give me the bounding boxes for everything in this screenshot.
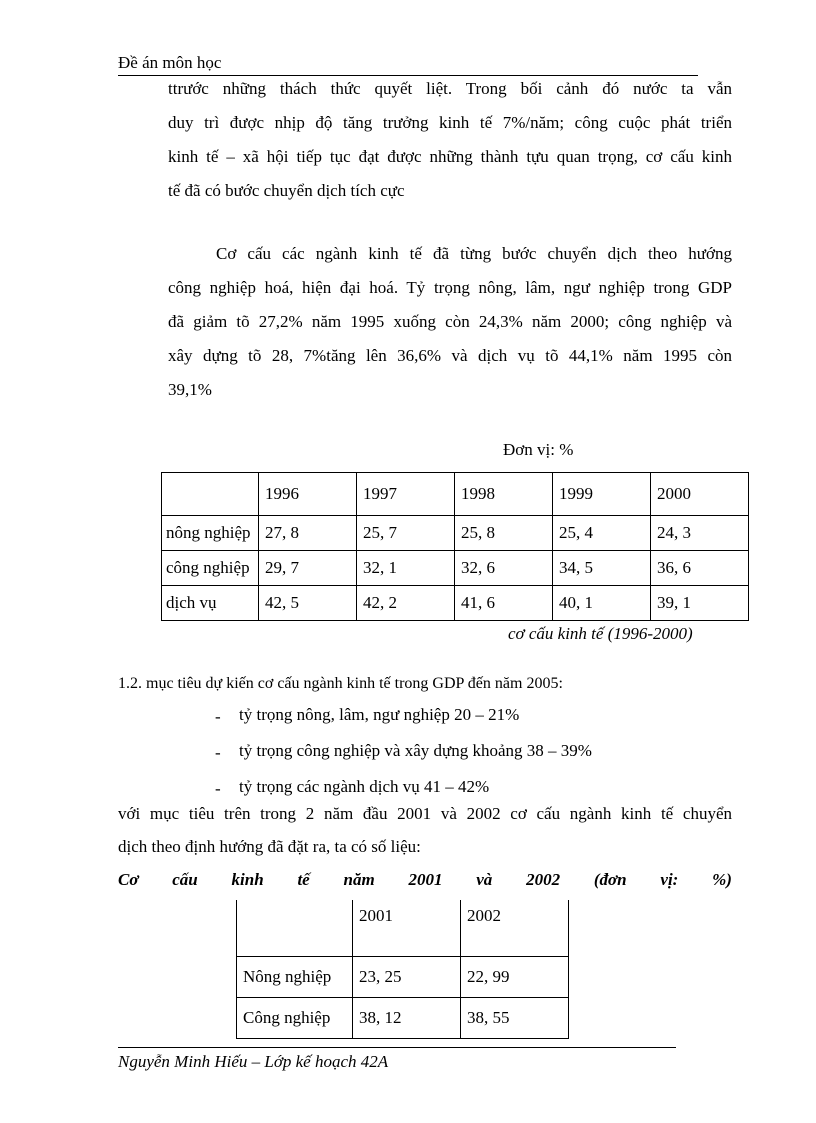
table-row bbox=[162, 551, 749, 586]
paragraph-line: Cơ cấu các ngành kinh tế đã từng bước chuyển dịch theo hướng bbox=[216, 244, 732, 263]
paragraph-line: xây dựng tõ 28, 7%tăng lên 36,6% và dịch vụ tõ 44,1% năm 1995 còn bbox=[168, 346, 732, 365]
table-cell bbox=[162, 473, 259, 516]
paragraph-line: duy trì được nhịp độ tăng trưởng kinh tế 7%/năm; công cuộc phát triển bbox=[168, 113, 732, 132]
dash-bullet: - bbox=[215, 743, 221, 762]
paragraph-line: 39,1% bbox=[168, 380, 212, 399]
table-header-cell: 2002 bbox=[461, 900, 569, 957]
table-cell: 38, 12 bbox=[353, 998, 461, 1039]
table2-heading bbox=[118, 870, 732, 890]
footer-divider bbox=[118, 1047, 676, 1048]
table-caption: cơ cấu kinh tế (1996-2000) bbox=[508, 624, 693, 643]
table-row-label: công nghiệp bbox=[162, 551, 259, 586]
paragraph-line: với mục tiêu trên trong 2 năm đầu 2001 và 2002 cơ cấu ngành kinh tế chuyển bbox=[118, 804, 732, 823]
table-cell: 38, 55 bbox=[461, 998, 569, 1039]
table-cell: 22, 99 bbox=[461, 957, 569, 998]
unit-label: Đơn vị: % bbox=[503, 440, 574, 459]
heading-word: kinh bbox=[231, 870, 264, 889]
table-cell: 42, 2 bbox=[357, 586, 455, 621]
table-cell: 25, 4 bbox=[553, 516, 651, 551]
heading-word: cấu bbox=[172, 870, 198, 889]
page-header-title: Đề án môn học bbox=[118, 53, 222, 72]
table-cell: 29, 7 bbox=[259, 551, 357, 586]
heading-word: vị: bbox=[660, 870, 679, 889]
table-cell: 42, 5 bbox=[259, 586, 357, 621]
data-intro-paragraph bbox=[118, 797, 732, 863]
table-row bbox=[237, 998, 569, 1039]
table-cell: 36, 6 bbox=[651, 551, 749, 586]
heading-word: và bbox=[476, 870, 493, 889]
table-cell: 25, 8 bbox=[455, 516, 553, 551]
table-header-cell: 2000 bbox=[651, 473, 749, 516]
table-header-row bbox=[162, 473, 749, 516]
heading-word: Cơ bbox=[118, 870, 139, 889]
table-cell: 23, 25 bbox=[353, 957, 461, 998]
list-item-text: tỷ trọng các ngành dịch vụ 41 – 42% bbox=[239, 777, 490, 796]
economic-structure-table bbox=[161, 472, 749, 621]
table-cell: 40, 1 bbox=[553, 586, 651, 621]
table-cell: 24, 3 bbox=[651, 516, 749, 551]
table-row-label: nông nghiệp bbox=[162, 516, 259, 551]
paragraph-line: dịch theo định hướng đã đặt ra, ta có số liệu: bbox=[118, 837, 421, 856]
heading-word: %) bbox=[712, 870, 732, 889]
table-row bbox=[237, 957, 569, 998]
table-header-cell: 1998 bbox=[455, 473, 553, 516]
table-cell: 34, 5 bbox=[553, 551, 651, 586]
table-header-cell: 1996 bbox=[259, 473, 357, 516]
heading-word: năm bbox=[343, 870, 375, 889]
table-row-label: Nông nghiệp bbox=[237, 957, 353, 998]
dash-bullet: - bbox=[215, 779, 221, 798]
table-row-label: dịch vụ bbox=[162, 586, 259, 621]
page-footer: Nguyễn Minh Hiếu – Lớp kế hoạch 42A bbox=[118, 1052, 389, 1071]
list-item bbox=[215, 697, 592, 733]
table-cell bbox=[237, 900, 353, 957]
table-row-label: Công nghiệp bbox=[237, 998, 353, 1039]
table-row bbox=[162, 586, 749, 621]
table-row bbox=[162, 516, 749, 551]
table-header-cell: 1999 bbox=[553, 473, 651, 516]
economic-structure-2001-2002-table bbox=[236, 900, 569, 1039]
table-header-row bbox=[237, 900, 569, 957]
list-item bbox=[215, 733, 592, 769]
paragraph-line: công nghiệp hoá, hiện đại hoá. Tỷ trọng nông, lâm, ngư nghiệp trong GDP bbox=[168, 278, 732, 297]
paragraph-line: kinh tế – xã hội tiếp tục đạt được những thành tựu quan trọng, cơ cấu kinh bbox=[168, 147, 732, 166]
table-cell: 41, 6 bbox=[455, 586, 553, 621]
table-cell: 25, 7 bbox=[357, 516, 455, 551]
table-cell: 39, 1 bbox=[651, 586, 749, 621]
heading-word: 2001 bbox=[408, 870, 443, 889]
table-header-cell: 1997 bbox=[357, 473, 455, 516]
dash-bullet: - bbox=[215, 707, 221, 726]
paragraph-line: tế đã có bước chuyển dịch tích cực bbox=[168, 181, 405, 200]
section-heading: 1.2. mục tiêu dự kiến cơ cấu ngành kinh tế trong GDP đến năm 2005: bbox=[118, 675, 563, 692]
list-item-text: tỷ trọng nông, lâm, ngư nghiệp 20 – 21% bbox=[239, 705, 520, 724]
table-cell: 32, 1 bbox=[357, 551, 455, 586]
intro-paragraph bbox=[168, 72, 732, 208]
table-cell: 27, 8 bbox=[259, 516, 357, 551]
heading-word: 2002 bbox=[526, 870, 561, 889]
table-cell: 32, 6 bbox=[455, 551, 553, 586]
target-list bbox=[215, 697, 592, 805]
structure-paragraph bbox=[168, 237, 732, 407]
paragraph-line: ttrước những thách thức quyết liệt. Trong bối cảnh đó nước ta vẫn bbox=[168, 79, 732, 98]
heading-word: tế bbox=[297, 870, 310, 889]
paragraph-line: đã giảm tõ 27,2% năm 1995 xuống còn 24,3% năm 2000; công nghiệp và bbox=[168, 312, 732, 331]
list-item-text: tỷ trọng công nghiệp và xây dựng khoảng 38 – 39% bbox=[239, 741, 592, 760]
heading-word: (đơn bbox=[593, 870, 627, 889]
table-header-cell: 2001 bbox=[353, 900, 461, 957]
